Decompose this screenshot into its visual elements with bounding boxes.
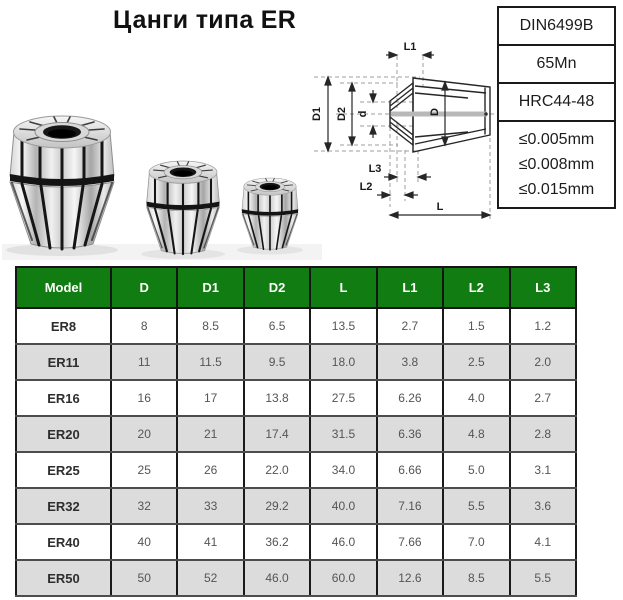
spec-material: 65Mn (499, 46, 614, 84)
table-row (16, 344, 576, 380)
value-cell: 36.2 (244, 524, 310, 560)
spec-table (15, 266, 577, 597)
value-cell: 11.5 (177, 344, 243, 380)
spec-box (497, 6, 616, 209)
value-cell: 5.0 (443, 452, 509, 488)
dim-label-l2: L2 (359, 181, 373, 193)
dimension-diagram (300, 22, 505, 235)
value-cell: 50 (111, 560, 177, 596)
model-cell: ER25 (16, 452, 111, 488)
value-cell: 6.26 (377, 380, 443, 416)
value-cell: 2.5 (443, 344, 509, 380)
value-cell: 26 (177, 452, 243, 488)
table-row (16, 560, 576, 596)
value-cell: 2.7 (377, 308, 443, 344)
table-header (16, 267, 576, 308)
value-cell: 34.0 (310, 452, 376, 488)
value-cell: 7.16 (377, 488, 443, 524)
table-row (16, 308, 576, 344)
value-cell: 2.7 (510, 380, 576, 416)
spec-tolerances (499, 122, 614, 207)
value-cell: 4.0 (443, 380, 509, 416)
value-cell: 3.6 (510, 488, 576, 524)
value-cell: 5.5 (443, 488, 509, 524)
column-header: D (111, 267, 177, 308)
column-header: L1 (377, 267, 443, 308)
value-cell: 1.2 (510, 308, 576, 344)
value-cell: 33 (177, 488, 243, 524)
value-cell: 8.5 (443, 560, 509, 596)
value-cell: 11 (111, 344, 177, 380)
value-cell: 7.0 (443, 524, 509, 560)
value-cell: 60.0 (310, 560, 376, 596)
value-cell: 2.8 (510, 416, 576, 452)
page-title: Цанги типа ER (113, 6, 297, 34)
value-cell: 17 (177, 380, 243, 416)
value-cell: 9.5 (244, 344, 310, 380)
model-cell: ER32 (16, 488, 111, 524)
value-cell: 3.8 (377, 344, 443, 380)
value-cell: 1.5 (443, 308, 509, 344)
table-row (16, 488, 576, 524)
value-cell: 46.0 (244, 560, 310, 596)
dim-label-d1: D1 (311, 106, 323, 122)
value-cell: 8 (111, 308, 177, 344)
value-cell: 8.5 (177, 308, 243, 344)
model-cell: ER50 (16, 560, 111, 596)
table-header-row (16, 267, 576, 308)
column-header: D2 (244, 267, 310, 308)
dim-label-d: d (357, 110, 369, 118)
column-header: L3 (510, 267, 576, 308)
value-cell: 12.6 (377, 560, 443, 596)
value-cell: 20 (111, 416, 177, 452)
column-header: Model (16, 267, 111, 308)
spec-hardness: HRC44-48 (499, 84, 614, 122)
table-row (16, 452, 576, 488)
column-header: D1 (177, 267, 243, 308)
value-cell: 13.5 (310, 308, 376, 344)
value-cell: 21 (177, 416, 243, 452)
value-cell: 18.0 (310, 344, 376, 380)
dim-label-D: D (429, 108, 441, 116)
value-cell: 3.1 (510, 452, 576, 488)
table-row (16, 524, 576, 560)
value-cell: 6.5 (244, 308, 310, 344)
table-row (16, 380, 576, 416)
collet-small (242, 178, 298, 250)
value-cell: 13.8 (244, 380, 310, 416)
table-row (16, 416, 576, 452)
dim-label-d2: D2 (336, 106, 348, 122)
dim-label-l1: L1 (403, 41, 417, 53)
collet-large (10, 116, 114, 249)
column-header: L (310, 267, 376, 308)
value-cell: 40.0 (310, 488, 376, 524)
column-header: L2 (443, 267, 509, 308)
tolerance-line: ≤0.015mm (518, 181, 595, 198)
table-body (16, 308, 576, 596)
value-cell: 25 (111, 452, 177, 488)
collet-medium (147, 161, 220, 254)
dim-label-l: L (436, 201, 444, 213)
model-cell: ER8 (16, 308, 111, 344)
value-cell: 17.4 (244, 416, 310, 452)
model-cell: ER11 (16, 344, 111, 380)
value-cell: 31.5 (310, 416, 376, 452)
value-cell: 4.8 (443, 416, 509, 452)
value-cell: 52 (177, 560, 243, 596)
value-cell: 7.66 (377, 524, 443, 560)
value-cell: 32 (111, 488, 177, 524)
value-cell: 2.0 (510, 344, 576, 380)
model-cell: ER16 (16, 380, 111, 416)
tolerance-line: ≤0.005mm (518, 131, 595, 148)
value-cell: 16 (111, 380, 177, 416)
value-cell: 27.5 (310, 380, 376, 416)
value-cell: 46.0 (310, 524, 376, 560)
model-cell: ER20 (16, 416, 111, 452)
value-cell: 29.2 (244, 488, 310, 524)
dim-label-l3: L3 (368, 163, 382, 175)
collets-photo (2, 98, 322, 265)
value-cell: 4.1 (510, 524, 576, 560)
tolerance-line: ≤0.008mm (518, 156, 595, 173)
model-cell: ER40 (16, 524, 111, 560)
value-cell: 40 (111, 524, 177, 560)
value-cell: 22.0 (244, 452, 310, 488)
value-cell: 6.66 (377, 452, 443, 488)
spec-standard: DIN6499B (499, 8, 614, 46)
value-cell: 41 (177, 524, 243, 560)
value-cell: 6.36 (377, 416, 443, 452)
value-cell: 5.5 (510, 560, 576, 596)
